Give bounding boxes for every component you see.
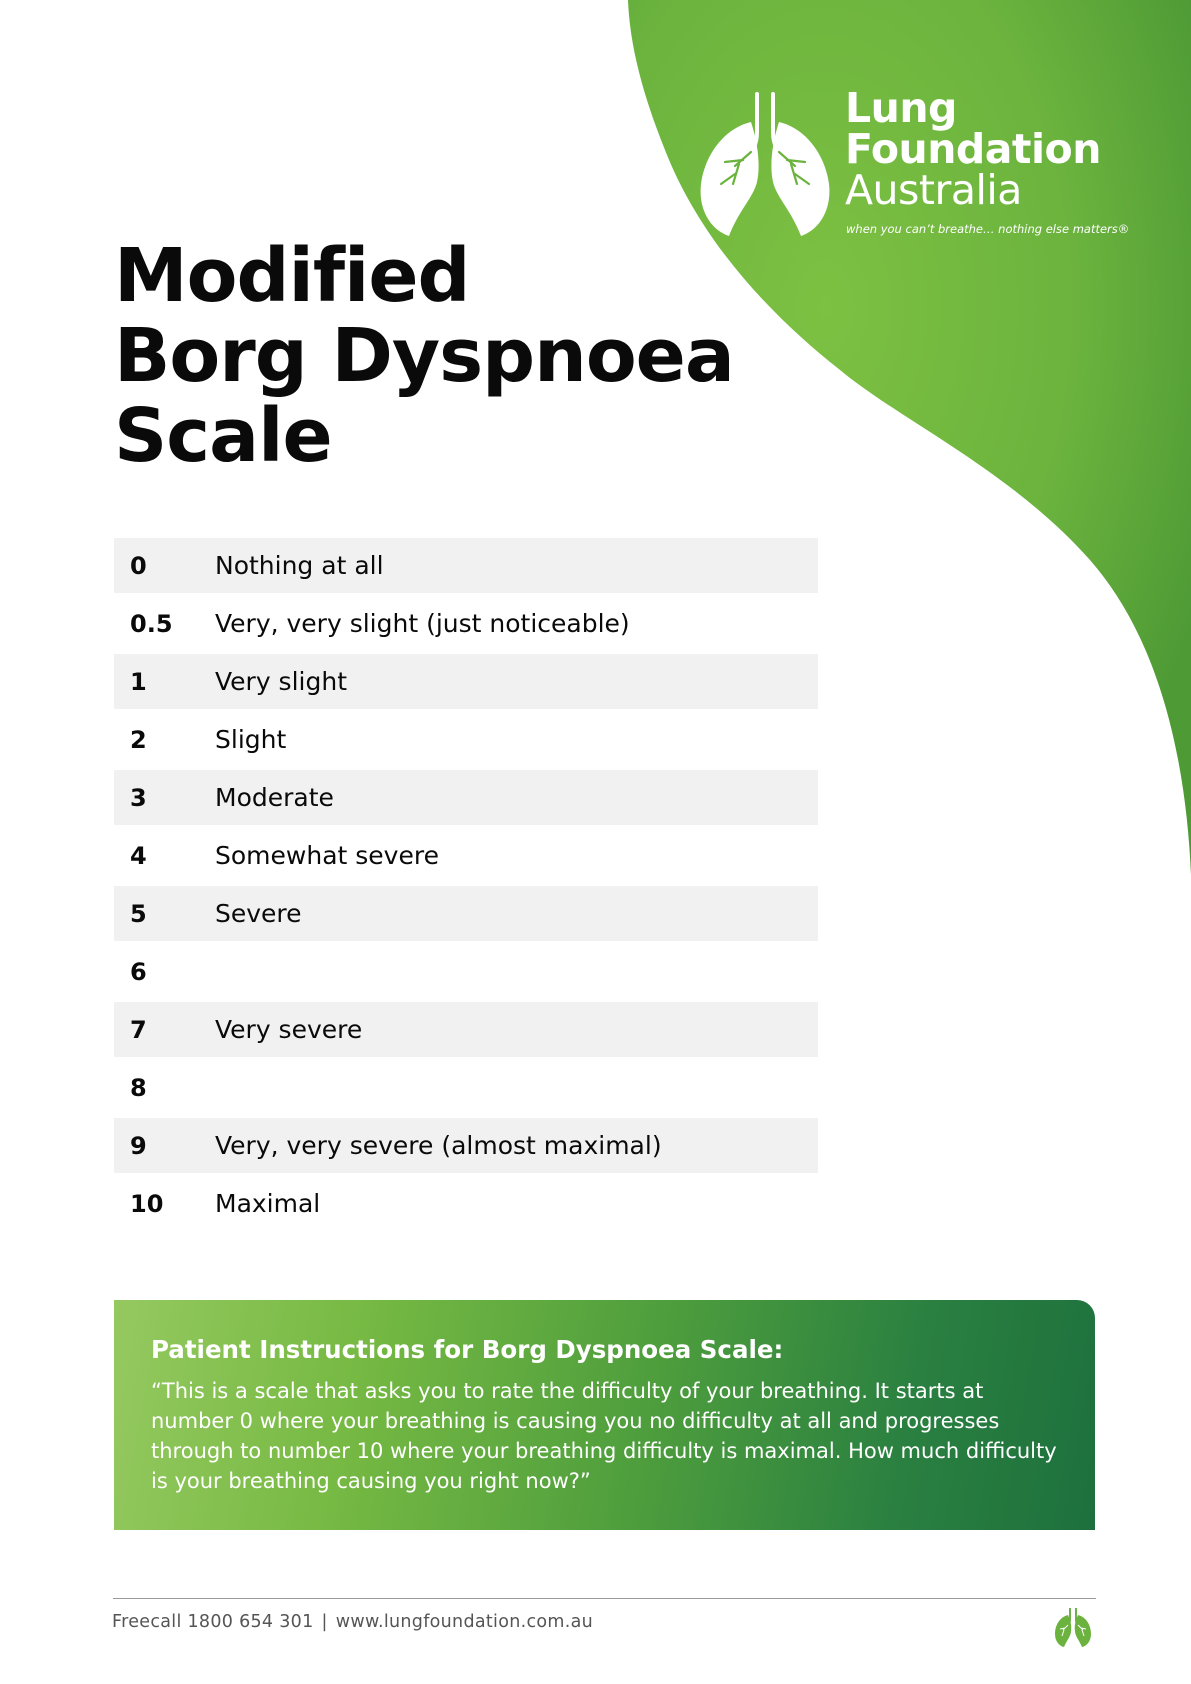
borg-scale-table (114, 538, 818, 1234)
instructions-body: “This is a scale that asks you to rate the difficulty of your breathing. It starts at number 0 where your breathing is causing you no difficulty at all and progresses through to number 10 where your breathing difficulty is maximal. How much difficulty is your breathing causing you right now?” (151, 1379, 1057, 1493)
logo-word-3: Australia (845, 166, 1022, 214)
logo-tagline: when you can’t breathe… nothing else matters® (846, 222, 1130, 236)
footer-divider (113, 1598, 1096, 1599)
logo-word-2: Foundation (845, 125, 1101, 173)
scale-value: 5 (130, 899, 147, 928)
scale-value: 10 (130, 1189, 164, 1218)
scale-value: 3 (130, 783, 147, 812)
scale-label: Very severe (215, 1015, 363, 1044)
scale-row (114, 828, 818, 883)
instructions-heading: Patient Instructions for Borg Dyspnoea Scale: (151, 1335, 784, 1364)
scale-label: Maximal (215, 1189, 321, 1218)
scale-row (114, 538, 818, 593)
scale-row (114, 770, 818, 825)
scale-value: 4 (130, 841, 147, 870)
scale-value: 0.5 (130, 609, 173, 638)
scale-label: Somewhat severe (215, 841, 439, 870)
title-line-3: Scale (114, 393, 332, 479)
logo-wordmark (845, 84, 1101, 214)
scale-row (114, 596, 818, 651)
scale-label: Nothing at all (215, 551, 384, 580)
scale-value: 9 (130, 1131, 147, 1160)
footer-contact (112, 1612, 593, 1632)
lungs-logo-icon (695, 92, 835, 240)
scale-row (114, 1118, 818, 1173)
scale-value: 1 (130, 667, 147, 696)
lung-foundation-logo (695, 84, 1130, 252)
scale-label: Very, very severe (almost maximal) (215, 1131, 662, 1160)
scale-value: 2 (130, 725, 147, 754)
scale-label: Very slight (215, 667, 347, 696)
footer-website-link[interactable]: www.lungfoundation.com.au (335, 1612, 594, 1632)
scale-label: Very, very slight (just noticeable) (215, 609, 630, 638)
scale-value: 7 (130, 1015, 147, 1044)
scale-value: 6 (130, 957, 147, 986)
footer-phone: Freecall 1800 654 301 (112, 1612, 314, 1632)
footer-separator: | (321, 1612, 328, 1632)
page-title (114, 233, 754, 479)
logo-word-1: Lung (845, 84, 957, 132)
scale-row (114, 886, 818, 941)
scale-row (114, 712, 818, 767)
scale-row (114, 1002, 818, 1057)
scale-row (114, 654, 818, 709)
scale-value: 8 (130, 1073, 147, 1102)
lungs-icon (1053, 1606, 1093, 1648)
scale-label: Moderate (215, 783, 334, 812)
scale-value: 0 (130, 551, 147, 580)
scale-row (114, 1060, 818, 1115)
scale-row (114, 1176, 818, 1231)
title-line-1: Modified (114, 233, 470, 319)
title-line-2: Borg Dyspnoea (114, 313, 734, 399)
scale-row (114, 944, 818, 999)
scale-label: Severe (215, 899, 302, 928)
scale-label: Slight (215, 725, 287, 754)
patient-instructions-box (114, 1300, 1095, 1530)
